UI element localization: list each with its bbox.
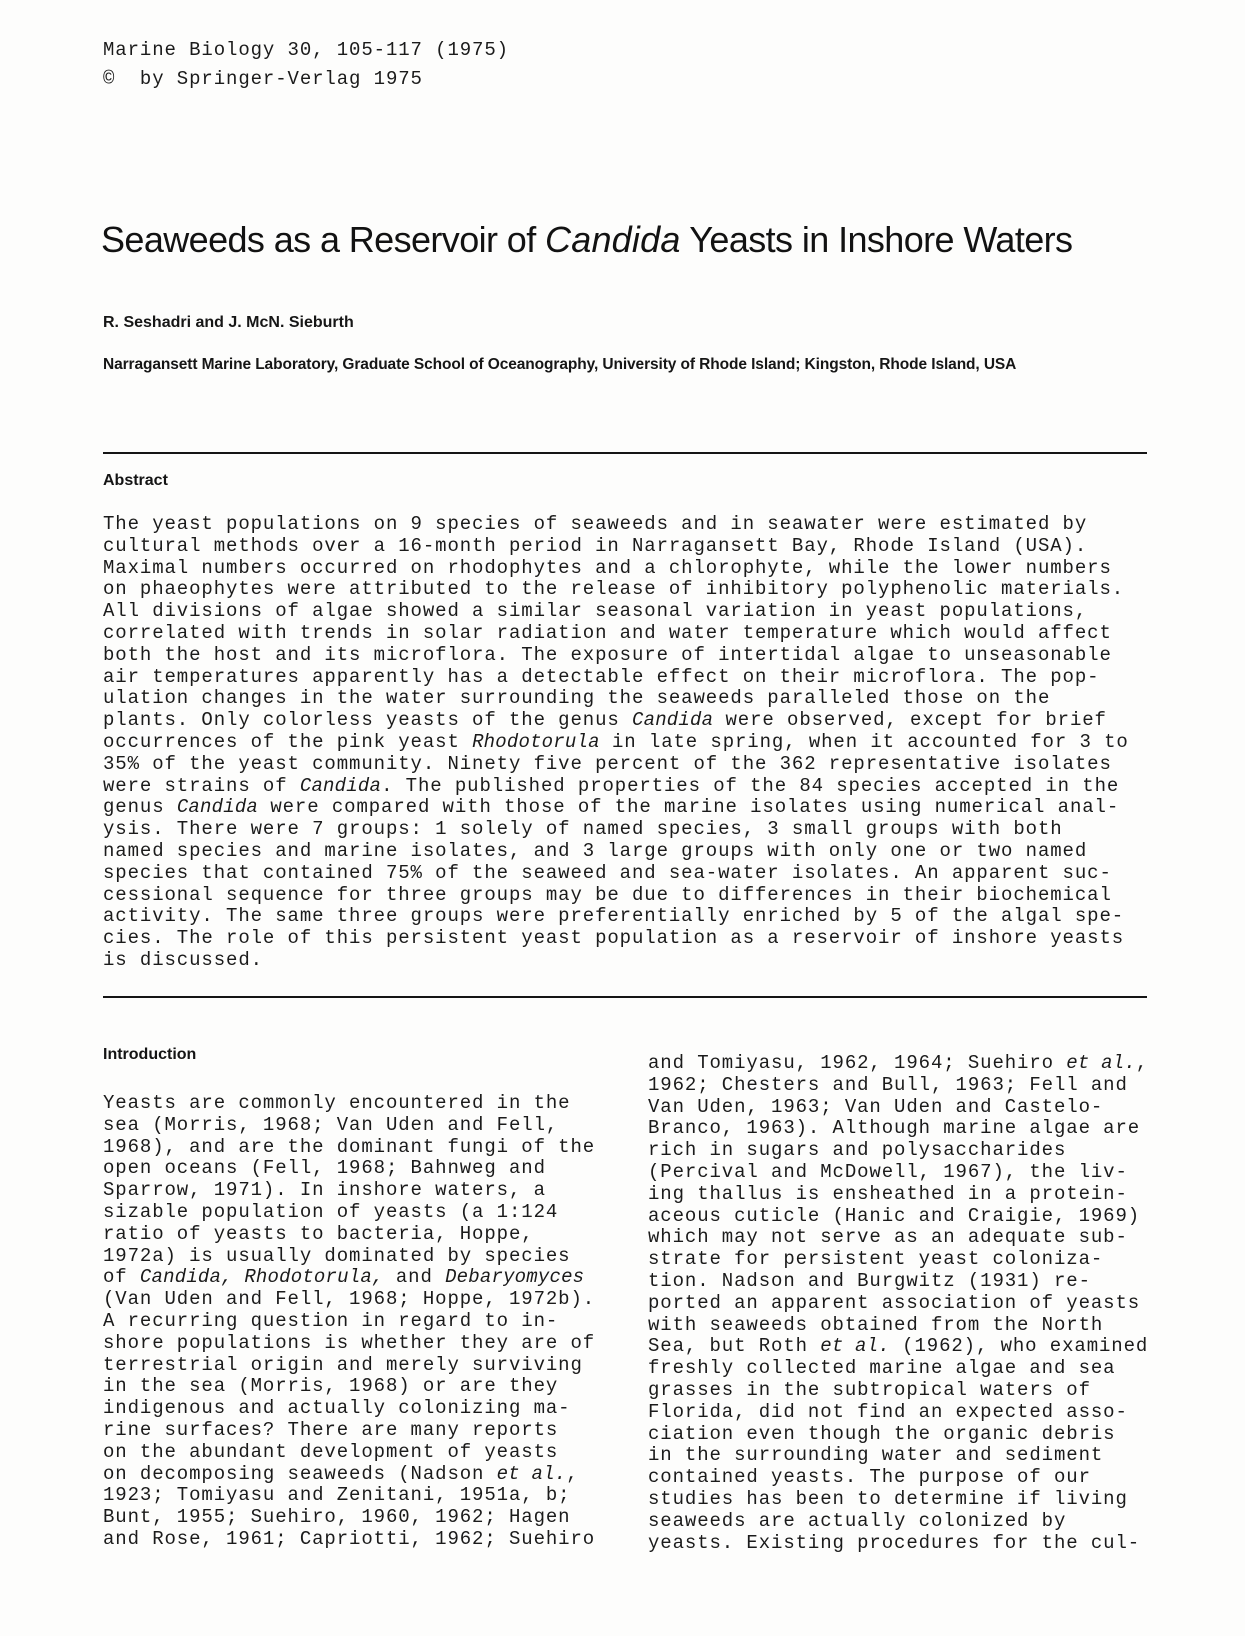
text-line: and Tomiyasu, 1962, 1964; Suehiro et al.,	[648, 1052, 1149, 1074]
journal-citation: Marine Biology 30, 105-117 (1975)	[103, 39, 509, 61]
text-line: shore populations is whether they are of	[103, 1331, 596, 1354]
text-line: with seaweeds obtained from the North	[648, 1313, 1104, 1336]
text-line: indigenous and actually colonizing ma-	[103, 1397, 571, 1420]
text-line: 1968), and are the dominant fungi of the	[103, 1135, 596, 1158]
text-line: ported an apparent association of yeasts	[648, 1291, 1141, 1314]
text-line: on phaeophytes were attributed to the release of inhibitory polyphenolic materials.	[103, 578, 1125, 601]
text-line: (Percival and McDowell, 1967), the liv-	[648, 1160, 1128, 1183]
text-line: A recurring question in regard to in-	[103, 1309, 559, 1332]
text-line: Seaweeds as a Reservoir of Candida Yeasts in Inshore Waters	[101, 219, 1073, 260]
text-line: (Van Uden and Fell, 1968; Hoppe, 1972b).	[103, 1288, 596, 1311]
text-line: Van Uden, 1963; Van Uden and Castelo-	[648, 1095, 1104, 1118]
text-line: sea (Morris, 1968; Van Uden and Fell,	[103, 1113, 559, 1136]
abstract-body	[103, 514, 1163, 972]
text-line: Florida, did not find an expected asso-	[648, 1400, 1128, 1423]
text-line: is discussed.	[103, 948, 263, 971]
journal-header	[103, 36, 509, 94]
introduction-left-text	[103, 1093, 623, 1551]
text-line: contained yeasts. The purpose of our	[648, 1466, 1091, 1489]
text-line: Bunt, 1955; Suehiro, 1960, 1962; Hagen	[103, 1506, 571, 1529]
text-line: genus Candida were compared with those of the marine isolates using numerical anal-	[103, 796, 1120, 819]
divider-rule-top	[103, 452, 1147, 454]
text-line: ratio of yeasts to bacteria, Hoppe,	[103, 1222, 534, 1245]
text-line: correlated with trends in solar radiation and water temperature which would affect	[103, 621, 1112, 644]
introduction-heading: Introduction	[103, 1046, 197, 1063]
text-line: Yeasts are commonly encountered in the	[103, 1092, 571, 1114]
text-line: in the surrounding water and sediment	[648, 1444, 1104, 1467]
text-line: activity. The same three groups were preferentially enriched by 5 of the algal spe-	[103, 905, 1125, 928]
text-line: of Candida, Rhodotorula, and Debaryomyces	[103, 1266, 585, 1289]
text-line: which may not serve as an adequate sub-	[648, 1226, 1128, 1249]
introduction-right-column	[648, 1053, 1168, 1554]
paper-title	[101, 218, 1072, 262]
text-line: grasses in the subtropical waters of	[648, 1378, 1091, 1401]
abstract-heading: Abstract	[103, 472, 168, 489]
text-line: cessional sequence for three groups may be due to differences in their biochemical	[103, 883, 1112, 906]
text-line: aceous cuticle (Hanic and Craigie, 1969)	[648, 1204, 1141, 1227]
text-line: ysis. There were 7 groups: 1 solely of named species, 3 small groups with both	[103, 818, 1063, 841]
introduction-left-column	[103, 1046, 623, 1551]
text-line: and Rose, 1961; Capriotti, 1962; Suehiro	[103, 1527, 596, 1550]
text-line: on the abundant development of yeasts	[103, 1440, 559, 1463]
text-line: Sparrow, 1971). In inshore waters, a	[103, 1179, 546, 1202]
text-line: occurrences of the pink yeast Rhodotorula in late spring, when it accounted for 3 to	[103, 730, 1129, 753]
text-line: species that contained 75% of the seaweed and sea-water isolates. An apparent suc-	[103, 861, 1112, 884]
text-line: strate for persistent yeast coloniza-	[648, 1248, 1104, 1271]
text-line: terrestrial origin and merely surviving	[103, 1353, 583, 1376]
text-line: ciation even though the organic debris	[648, 1422, 1116, 1445]
text-line: open oceans (Fell, 1968; Bahnweg and	[103, 1157, 546, 1180]
text-line: tion. Nadson and Burgwitz (1931) re-	[648, 1269, 1091, 1292]
text-line: The yeast populations on 9 species of seaweeds and in seawater were estimated by	[103, 513, 1088, 535]
text-line: yeasts. Existing procedures for the cul-	[648, 1531, 1141, 1554]
text-line: cultural methods over a 16-month period in Narragansett Bay, Rhode Island (USA).	[103, 534, 1088, 557]
text-line: plants. Only colorless yeasts of the genus Candida were observed, except for brief	[103, 709, 1107, 732]
text-line: Sea, but Roth et al. (1962), who examined	[648, 1335, 1149, 1358]
text-line: were strains of Candida. The published properties of the 84 species accepted in the	[103, 774, 1120, 797]
text-line: 35% of the yeast community. Ninety five percent of the 362 representative isolates	[103, 752, 1112, 775]
text-line: ing thallus is ensheathed in a protein-	[648, 1182, 1128, 1205]
text-line: freshly collected marine algae and sea	[648, 1357, 1116, 1380]
text-line: rich in sugars and polysaccharides	[648, 1139, 1067, 1162]
text-line: 1962; Chesters and Bull, 1963; Fell and	[648, 1073, 1128, 1096]
text-line: cies. The role of this persistent yeast population as a reservoir of inshore yeasts	[103, 927, 1125, 950]
text-line: 1923; Tomiyasu and Zenitani, 1951a, b;	[103, 1484, 571, 1507]
text-line: air temperatures apparently has a detectable effect on their microflora. The pop-	[103, 665, 1100, 688]
text-line: sizable population of yeasts (a 1:124	[103, 1200, 559, 1223]
divider-rule-bottom	[103, 996, 1147, 998]
text-line: rine surfaces? There are many reports	[103, 1418, 559, 1441]
text-line: Maximal numbers occurred on rhodophytes and a chlorophyte, while the lower numbers	[103, 556, 1112, 579]
text-line: named species and marine isolates, and 3 large groups with only one or two named	[103, 839, 1088, 862]
text-line: Branco, 1963). Although marine algae are	[648, 1117, 1141, 1140]
text-line: seaweeds are actually colonized by	[648, 1509, 1067, 1532]
affiliation-line: Narragansett Marine Laboratory, Graduate School of Oceanography, University of Rhode Island; Kingston, Rhode Island, USA	[103, 356, 1017, 373]
text-line: on decomposing seaweeds (Nadson et al.,	[103, 1462, 579, 1485]
text-line: studies has been to determine if living	[648, 1487, 1128, 1510]
authors-line: R. Seshadri and J. McN. Sieburth	[103, 314, 354, 331]
text-line: in the sea (Morris, 1968) or are they	[103, 1375, 559, 1398]
text-line: both the host and its microflora. The exposure of intertidal algae to unseasonable	[103, 643, 1112, 666]
text-line: ulation changes in the water surrounding the seaweeds paralleled those on the	[103, 687, 1051, 710]
text-line: 1972a) is usually dominated by species	[103, 1244, 571, 1267]
copyright-line: © by Springer-Verlag 1975	[103, 68, 423, 90]
text-line: All divisions of algae showed a similar seasonal variation in yeast populations,	[103, 600, 1088, 623]
